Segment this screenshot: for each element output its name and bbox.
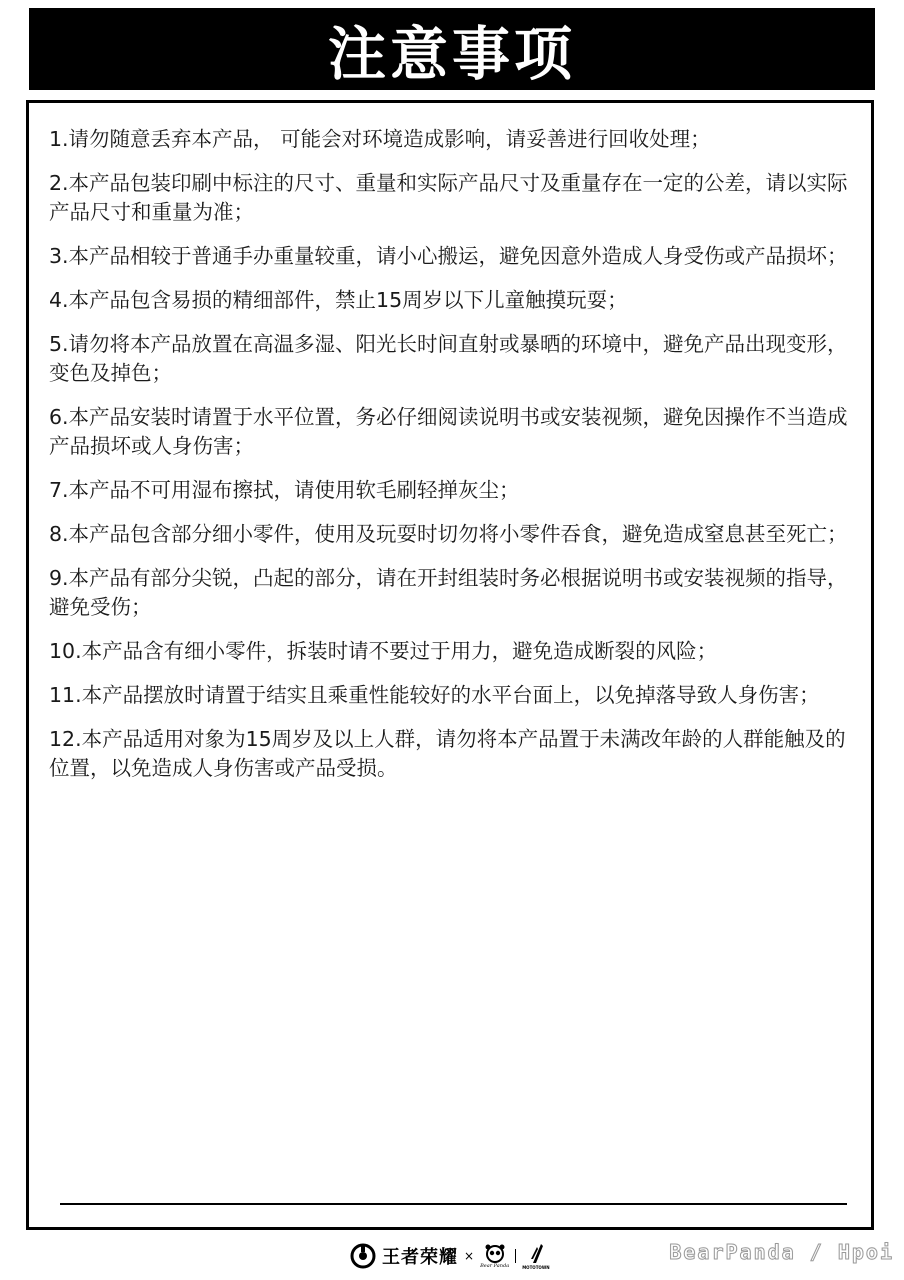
footer — [0, 1236, 904, 1276]
title-banner — [29, 8, 875, 90]
note-item: 3.本产品相较于普通手办重量较重，请小心搬运，避免因意外造成人身受伤或产品损坏； — [49, 244, 848, 268]
note-item: 8.本产品包含部分细小零件，使用及玩耍时切勿将小零件吞食，避免造成窒息甚至死亡； — [49, 522, 848, 546]
page-title: 注意事项 — [327, 20, 576, 88]
mototown-icon — [527, 1243, 545, 1265]
mototown-logo — [522, 1243, 549, 1270]
note-item: 7.本产品不可用湿布擦拭，请使用软毛刷轻掸灰尘； — [49, 478, 520, 502]
note-item: 5.请勿将本产品放置在高温多湿、阳光长时间直射或暴晒的环境中，避免产品出现变形，变色及掉色； — [49, 332, 848, 385]
note-item: 11.本产品摆放时请置于结实且乘重性能较好的水平台面上，以免掉落导致人身伤害； — [49, 683, 820, 707]
mototown-label: MOTOTOWN — [522, 1264, 550, 1270]
honor-of-kings-logo-icon — [350, 1243, 376, 1269]
note-item: 10.本产品含有细小零件，拆装时请不要过于用力，避免造成断裂的风险； — [49, 639, 718, 663]
watermark: BearPanda / Hpoi — [669, 1240, 894, 1264]
note-item: 12.本产品适用对象为15周岁及以上人群，请勿将本产品置于未满改年龄的人群能触及的位置，以免造成人身伤害或产品受损。 — [49, 727, 846, 780]
bear-panda-label: Bear Panda — [480, 1262, 510, 1269]
note-item: 1.请勿随意丢弃本产品， 可能会对环境造成影响，请妥善进行回收处理； — [49, 127, 711, 151]
panda-icon — [484, 1244, 506, 1264]
note-item: 9.本产品有部分尖锐，凸起的部分，请在开封组装时务必根据说明书或安装视频的指导，避免受伤； — [49, 566, 848, 619]
collab-times: × — [464, 1249, 475, 1263]
bear-panda-logo — [480, 1244, 509, 1269]
note-item: 4.本产品包含易损的精细部件，禁止15周岁以下儿童触摸玩耍； — [49, 288, 628, 312]
brand-logos — [350, 1238, 550, 1274]
note-item: 6.本产品安装时请置于水平位置，务必仔细阅读说明书或安装视频，避免因操作不当造成产品损坏或人身伤害； — [49, 405, 848, 458]
notes-list — [49, 125, 864, 798]
logo-divider — [515, 1249, 516, 1263]
brand-name: 王者荣耀 — [382, 1247, 458, 1268]
bottom-divider — [60, 1203, 847, 1205]
note-item: 2.本产品包装印刷中标注的尺寸、重量和实际产品尺寸及重量存在一定的公差，请以实际产品尺寸和重量为准； — [49, 171, 848, 224]
notes-panel — [26, 100, 874, 1230]
